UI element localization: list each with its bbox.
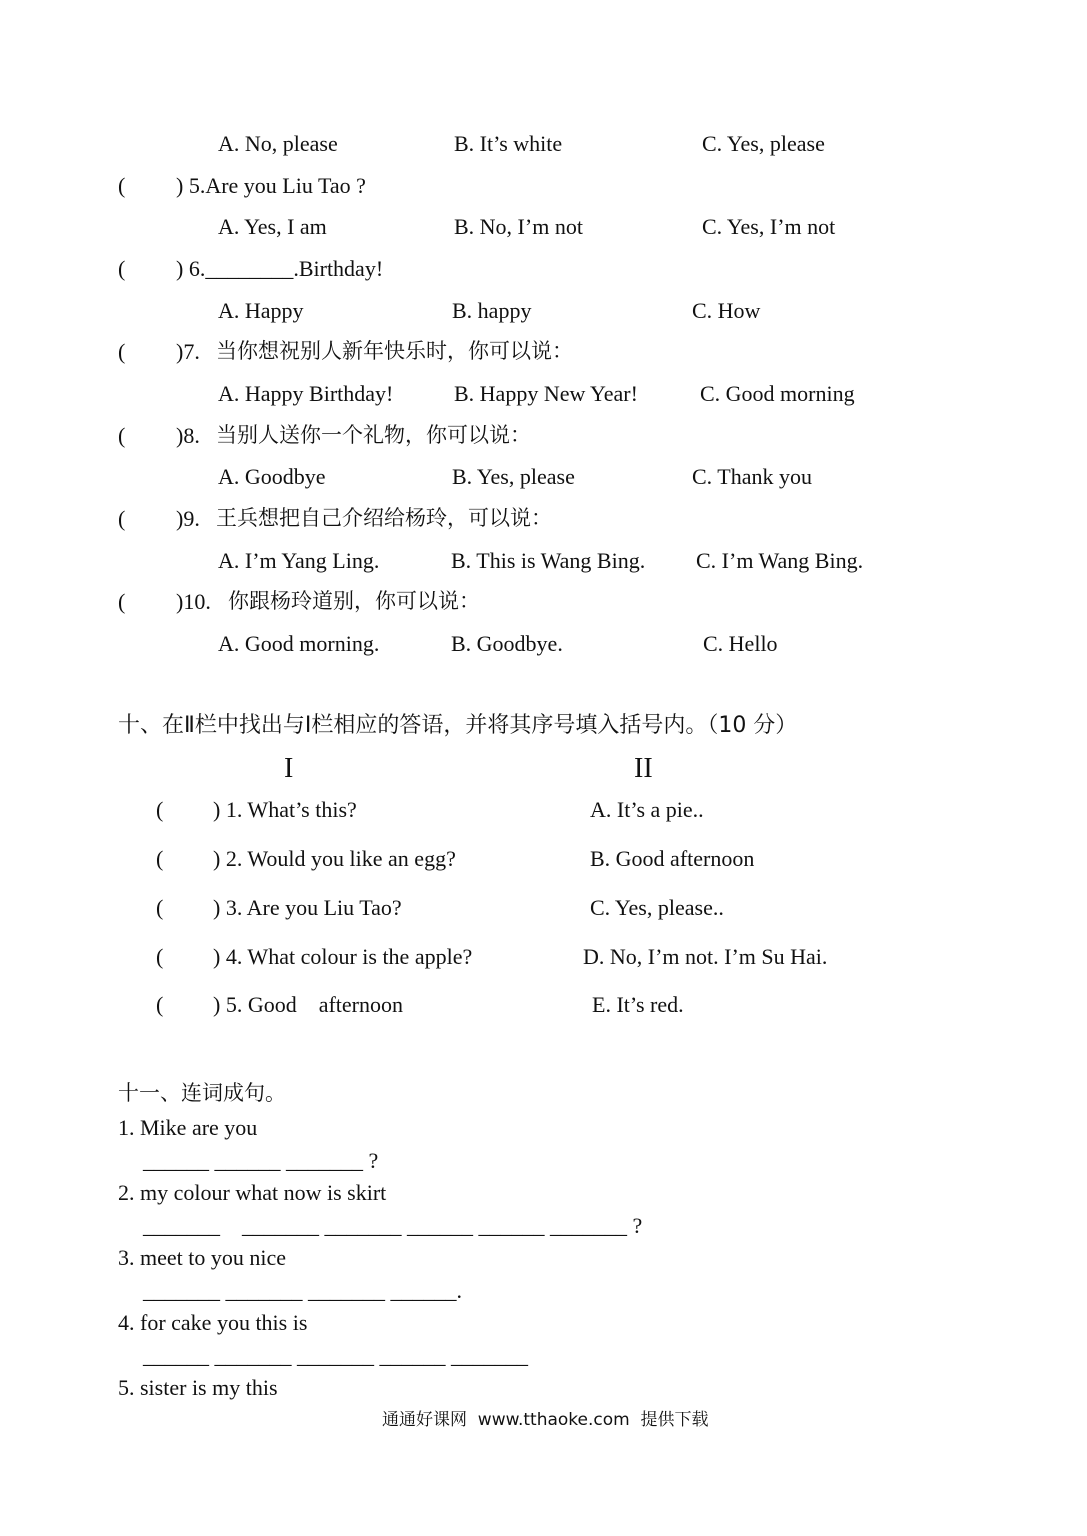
- section-10-title: 十、在Ⅱ栏中找出与Ⅰ栏相应的答语，并将其序号填入括号内。（10 分）: [118, 713, 798, 738]
- answer-paren-open: (: [118, 589, 126, 614]
- page-footer: 通通好课网 www.tthaoke.com 提供下载: [382, 1410, 709, 1430]
- answer-paren-open: (: [118, 339, 126, 364]
- answer-paren-open: (: [156, 944, 164, 969]
- match-right-d: D. No, I’m not. I’m Su Hai.: [583, 944, 828, 969]
- q9-option-a: A. I’m Yang Ling.: [218, 548, 380, 573]
- sentence-2-blanks: _______ _______ _______ ______ ______ _______ ?: [143, 1213, 643, 1238]
- question-7-number: )7.: [176, 339, 200, 364]
- answer-paren-open: (: [118, 506, 126, 531]
- section-11-title: 十一、连词成句。: [118, 1081, 286, 1105]
- sentence-3-blanks: _______ _______ _______ ______.: [143, 1278, 462, 1303]
- column-header-2: II: [634, 753, 653, 784]
- match-left-3: ) 3. Are you Liu Tao?: [213, 895, 402, 920]
- question-8-prompt: 当别人送你一个礼物，你可以说：: [216, 423, 531, 447]
- question-8-number: )8.: [176, 423, 200, 448]
- q8-option-a: A. Goodbye: [218, 464, 326, 489]
- q5-option-c: C. Yes, I’m not: [702, 214, 836, 239]
- answer-paren-open: (: [156, 895, 164, 920]
- answer-paren-open: (: [118, 256, 126, 281]
- q9-option-c: C. I’m Wang Bing.: [696, 548, 864, 573]
- sentence-2-words: 2. my colour what now is skirt: [118, 1180, 387, 1205]
- q6-option-b: B. happy: [452, 298, 532, 323]
- q6-option-c: C. How: [692, 298, 761, 323]
- q7-option-a: A. Happy Birthday!: [218, 381, 394, 406]
- question-7-prompt: 当你想祝别人新年快乐时，你可以说：: [216, 339, 573, 363]
- question-9-number: )9.: [176, 506, 200, 531]
- q9-option-b: B. This is Wang Bing.: [451, 548, 646, 573]
- q7-option-c: C. Good morning: [700, 381, 855, 406]
- match-left-1: ) 1. What’s this?: [213, 797, 357, 822]
- answer-paren-open: (: [156, 846, 164, 871]
- q5-option-a: A. Yes, I am: [218, 214, 327, 239]
- sentence-1-words: 1. Mike are you: [118, 1115, 258, 1140]
- sentence-3-words: 3. meet to you nice: [118, 1245, 287, 1270]
- match-left-4: ) 4. What colour is the apple?: [213, 944, 473, 969]
- match-right-e: E. It’s red.: [592, 992, 684, 1017]
- match-left-5: ) 5. Good afternoon: [213, 992, 404, 1017]
- sentence-4-blanks: ______ _______ _______ ______ _______: [143, 1343, 528, 1368]
- q7-option-b: B. Happy New Year!: [454, 381, 638, 406]
- match-right-b: B. Good afternoon: [590, 846, 755, 871]
- match-left-2: ) 2. Would you like an egg?: [213, 846, 456, 871]
- match-right-c: C. Yes, please..: [590, 895, 724, 920]
- sentence-1-blanks: ______ ______ _______ ?: [143, 1148, 379, 1173]
- q4-option-b: B. It’s white: [454, 131, 563, 156]
- answer-paren-open: (: [156, 797, 164, 822]
- match-right-a: A. It’s a pie..: [590, 797, 704, 822]
- question-10-number: )10.: [176, 589, 211, 614]
- q8-option-c: C. Thank you: [692, 464, 812, 489]
- q6-option-a: A. Happy: [218, 298, 304, 323]
- question-5: ) 5.Are you Liu Tao ?: [176, 173, 366, 198]
- q4-option-c: C. Yes, please: [702, 131, 825, 156]
- q5-option-b: B. No, I’m not: [454, 214, 583, 239]
- q8-option-b: B. Yes, please: [452, 464, 575, 489]
- answer-paren-open: (: [156, 992, 164, 1017]
- sentence-5-words: 5. sister is my this: [118, 1375, 278, 1400]
- answer-paren-open: (: [118, 423, 126, 448]
- q4-option-a: A. No, please: [218, 131, 338, 156]
- q10-option-a: A. Good morning.: [218, 631, 380, 656]
- sentence-4-words: 4. for cake you this is: [118, 1310, 308, 1335]
- q10-option-b: B. Goodbye.: [451, 631, 563, 656]
- column-header-1: I: [284, 753, 294, 784]
- question-9-prompt: 王兵想把自己介绍给杨玲，可以说：: [216, 506, 552, 530]
- q10-option-c: C. Hello: [703, 631, 778, 656]
- answer-paren-open: (: [118, 173, 126, 198]
- question-6: ) 6.________.Birthday!: [176, 256, 384, 281]
- question-10-prompt: 你跟杨玲道别，你可以说：: [228, 589, 480, 613]
